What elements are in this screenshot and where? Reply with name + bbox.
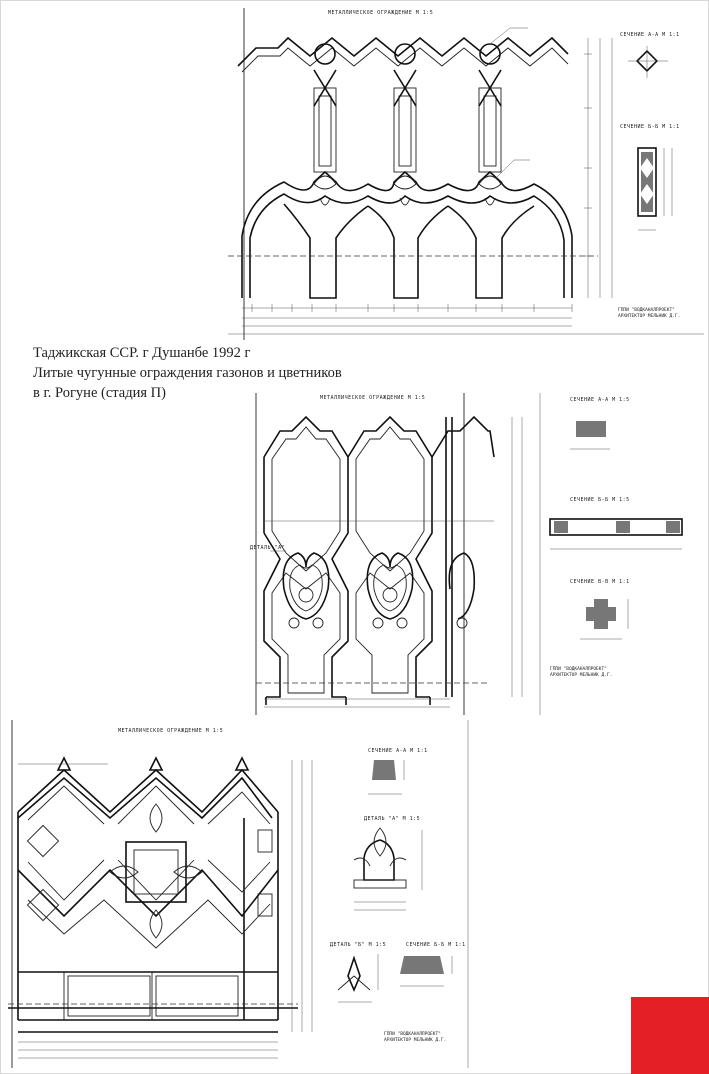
section-label-bottom-aa: СЕЧЕНИЕ А-А М 1:1 [368, 748, 428, 754]
fence-drawing-bottom [8, 720, 473, 1068]
stamp-bottom-author: АРХИТЕКТОР МЕЛЬНИК Д.Г. [384, 1038, 447, 1043]
detail-label-middle: ДЕТАЛЬ "А" [250, 545, 286, 551]
stamp-top [618, 308, 680, 320]
detail-b-bottom [338, 954, 378, 1002]
drawing-sheet-middle [250, 393, 690, 715]
section-bb-bottom [400, 956, 452, 986]
section-label-middle-vv: СЕЧЕНИЕ В-В М 1:1 [570, 579, 630, 585]
section-label-bottom-detail-b: ДЕТАЛЬ "Б" М 1:5 [330, 942, 387, 948]
drawing-sheet-top [228, 8, 704, 340]
caption-line-1: Таджикская ССР. г Душанбе 1992 г [33, 345, 251, 361]
stamp-middle-org: ГППИ "ВОДКАНАЛПРОЕКТ" [550, 667, 607, 672]
section-aa-top [628, 46, 668, 78]
caption-line-3: в г. Рогуне (стадия П) [33, 385, 166, 401]
section-bb-top [638, 148, 672, 230]
ornament-right [449, 553, 474, 628]
sheet-title-bottom: МЕТАЛЛИЧЕСКОЕ ОГРАЖДЕНИЕ М 1:5 [118, 728, 224, 734]
stamp-bottom-org: ГППИ "ВОДКАНАЛПРОЕКТ" [384, 1032, 441, 1037]
section-vv-middle [580, 599, 628, 639]
section-label-top-bb: СЕЧЕНИЕ Б-Б М 1:1 [620, 124, 680, 130]
stamp-top-org: ГППИ "ВОДКАНАЛПРОЕКТ" [618, 308, 675, 313]
detail-a-bottom [354, 828, 422, 910]
section-aa-bottom [368, 760, 404, 794]
stamp-middle-author: АРХИТЕКТОР МЕЛЬНИК Д.Г. [550, 673, 613, 678]
stamp-middle [550, 667, 612, 679]
fence-drawing-top [228, 8, 704, 340]
section-bb-middle [550, 519, 682, 549]
ornament-center [367, 553, 412, 628]
section-label-bottom-bb: СЕЧЕНИЕ Б-Б М 1:1 [406, 942, 466, 948]
red-accent-square [631, 997, 709, 1074]
section-label-top-aa: СЕЧЕНИЕ А-А М 1:1 [620, 32, 680, 38]
ornament-left [283, 553, 328, 628]
drawing-sheet-bottom [8, 720, 473, 1068]
caption-line-2: Литые чугунные ограждения газонов и цветников [33, 365, 342, 381]
section-label-bottom-detail-a: ДЕТАЛЬ "А" М 1:5 [364, 816, 421, 822]
sheet-title-middle: МЕТАЛЛИЧЕСКОЕ ОГРАЖДЕНИЕ М 1:5 [320, 395, 426, 401]
section-label-middle-bb: СЕЧЕНИЕ Б-Б М 1:5 [570, 497, 630, 503]
section-label-middle-aa: СЕЧЕНИЕ А-А М 1:5 [570, 397, 630, 403]
section-aa-middle [570, 421, 610, 449]
fence-drawing-middle [250, 393, 690, 715]
stamp-top-author: АРХИТЕКТОР МЕЛЬНИК Д.Г. [618, 314, 681, 319]
sheet-title-top: МЕТАЛЛИЧЕСКОЕ ОГРАЖДЕНИЕ М 1:5 [328, 10, 434, 16]
stamp-bottom [384, 1032, 446, 1044]
